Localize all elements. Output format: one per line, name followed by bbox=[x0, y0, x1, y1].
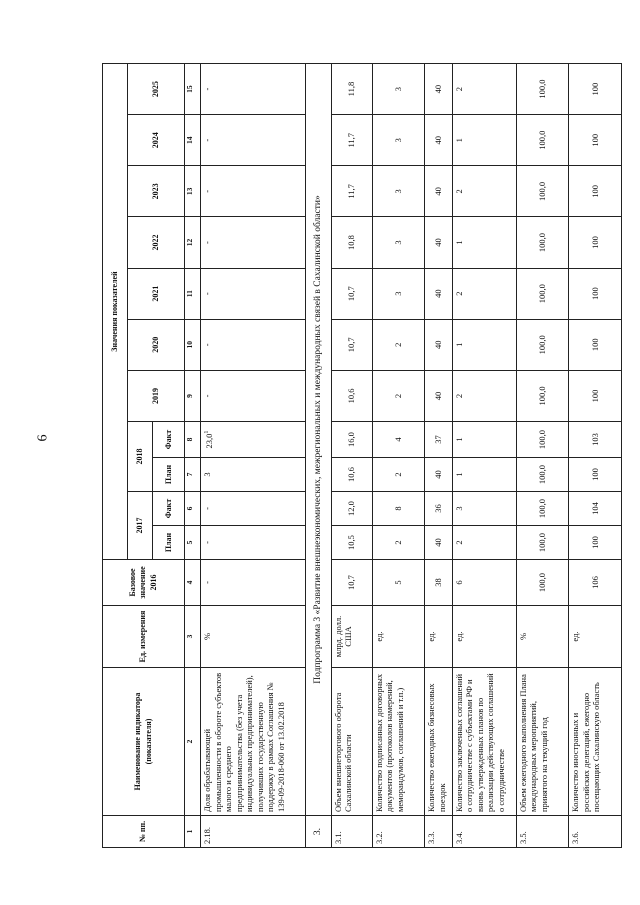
value-2024: 40 bbox=[425, 115, 452, 166]
indicator-name: Количество иностранных и российских делегаций, ежегодно посещающих Сахалинскую область bbox=[569, 668, 622, 816]
value-2022: 40 bbox=[425, 217, 452, 268]
indicator-name: Доля обрабатывающей промышленности в обороте субъектов малого и среднего предпринимательства (без учета индивидуальных предпринимателей), получивших государственную поддержку в рамках Соглашения № 139-09-2018-060 от 13.02.2018 bbox=[201, 668, 306, 816]
indicator-name: Объем ежегодного выполнения Плана международных мероприятий, принятого на текущий год bbox=[516, 668, 569, 816]
value-2019: 2 bbox=[372, 370, 425, 421]
index-cell: 10 bbox=[185, 319, 201, 370]
header-fact-2017: Факт bbox=[153, 492, 185, 526]
value-2025: 11,8 bbox=[331, 64, 372, 115]
table-row bbox=[331, 64, 372, 848]
base-value: 10,7 bbox=[331, 560, 372, 606]
fact-2018: 16,0 bbox=[331, 422, 372, 458]
fact-2017: - bbox=[201, 492, 306, 526]
indicator-name: Количество подписанных договорных документов (протоколов намерений, меморандумов, соглашений и т.п.) bbox=[372, 668, 425, 816]
index-cell: 7 bbox=[185, 458, 201, 492]
plan-2017: 40 bbox=[425, 526, 452, 560]
value-2020: 40 bbox=[425, 319, 452, 370]
value-2025: 100,0 bbox=[516, 64, 569, 115]
fact-2018-value: 23,0 bbox=[204, 433, 215, 449]
value-2023: 40 bbox=[425, 166, 452, 217]
row-number: 3.6. bbox=[569, 816, 622, 848]
header-year-2019: 2019 bbox=[128, 370, 185, 421]
plan-2018: 3 bbox=[201, 458, 306, 492]
value-2020: 100,0 bbox=[516, 319, 569, 370]
footnote-mark: 1 bbox=[204, 430, 211, 434]
header-plan-2018: План bbox=[153, 458, 185, 492]
index-cell: 8 bbox=[185, 422, 201, 458]
plan-2018: 100,0 bbox=[516, 458, 569, 492]
value-2020: 2 bbox=[372, 319, 425, 370]
value-2023: 3 bbox=[372, 166, 425, 217]
header-year-2023: 2023 bbox=[128, 166, 185, 217]
header-year-2021: 2021 bbox=[128, 268, 185, 319]
fact-2017: 8 bbox=[372, 492, 425, 526]
header-2017: 2017 bbox=[128, 492, 153, 560]
value-2020: 100 bbox=[569, 319, 622, 370]
header-year-2024: 2024 bbox=[128, 115, 185, 166]
header-plan-2017: План bbox=[153, 526, 185, 560]
base-value: 100,0 bbox=[516, 560, 569, 606]
fact-2017: 3 bbox=[452, 492, 516, 526]
index-cell: 6 bbox=[185, 492, 201, 526]
base-value: 5 bbox=[372, 560, 425, 606]
value-2025: 3 bbox=[372, 64, 425, 115]
index-cell: 13 bbox=[185, 166, 201, 217]
value-2019: 100 bbox=[569, 370, 622, 421]
header-year-2020: 2020 bbox=[128, 319, 185, 370]
header-name: Наименование индикатора (показателя) bbox=[103, 668, 185, 816]
value-2021: 3 bbox=[372, 268, 425, 319]
value-2022: 100,0 bbox=[516, 217, 569, 268]
value-2023: - bbox=[201, 166, 306, 217]
indicator-name: Объем внешнеторгового оборота Сахалинской области bbox=[331, 668, 372, 816]
table-row bbox=[516, 64, 569, 848]
index-cell: 2 bbox=[185, 668, 201, 816]
plan-2018: 40 bbox=[425, 458, 452, 492]
header-year-2025: 2025 bbox=[128, 64, 185, 115]
row-number: 3.3. bbox=[425, 816, 452, 848]
value-2025: 100 bbox=[569, 64, 622, 115]
value-2022: 10,8 bbox=[331, 217, 372, 268]
header-fact-2018: Факт bbox=[153, 422, 185, 458]
value-2020: 1 bbox=[452, 319, 516, 370]
value-2021: 100 bbox=[569, 268, 622, 319]
unit: % bbox=[516, 606, 569, 668]
fact-2017: 36 bbox=[425, 492, 452, 526]
fact-2018: 4 bbox=[372, 422, 425, 458]
plan-2018: 2 bbox=[372, 458, 425, 492]
header-unit: Ед. измерения bbox=[103, 606, 185, 668]
value-2019: 10,6 bbox=[331, 370, 372, 421]
unit: млрд. долл. США bbox=[331, 606, 372, 668]
index-cell: 3 bbox=[185, 606, 201, 668]
subprogram-number: 3. bbox=[306, 816, 331, 848]
base-value: 6 bbox=[452, 560, 516, 606]
base-value: 106 bbox=[569, 560, 622, 606]
header-2018: 2018 bbox=[128, 422, 153, 492]
index-cell: 5 bbox=[185, 526, 201, 560]
value-2025: 40 bbox=[425, 64, 452, 115]
value-2022: - bbox=[201, 217, 306, 268]
value-2021: - bbox=[201, 268, 306, 319]
value-2025: - bbox=[201, 64, 306, 115]
fact-2017: 100,0 bbox=[516, 492, 569, 526]
plan-2017: 2 bbox=[372, 526, 425, 560]
index-cell: 9 bbox=[185, 370, 201, 421]
value-2020: - bbox=[201, 319, 306, 370]
value-2021: 10,7 bbox=[331, 268, 372, 319]
fact-2018: 1 bbox=[452, 422, 516, 458]
plan-2017: 100,0 bbox=[516, 526, 569, 560]
unit: ед. bbox=[452, 606, 516, 668]
page-number: 6 bbox=[35, 434, 51, 442]
index-cell: 15 bbox=[185, 64, 201, 115]
index-cell: 12 bbox=[185, 217, 201, 268]
value-2023: 2 bbox=[452, 166, 516, 217]
header-base: Базовое значение 2016 bbox=[103, 560, 185, 606]
value-2024: 3 bbox=[372, 115, 425, 166]
value-2021: 2 bbox=[452, 268, 516, 319]
fact-2017: 104 bbox=[569, 492, 622, 526]
value-2023: 100,0 bbox=[516, 166, 569, 217]
value-2025: 2 bbox=[452, 64, 516, 115]
value-2019: 40 bbox=[425, 370, 452, 421]
plan-2017: 10,5 bbox=[331, 526, 372, 560]
unit: ед. bbox=[372, 606, 425, 668]
fact-2018: 37 bbox=[425, 422, 452, 458]
value-2022: 3 bbox=[372, 217, 425, 268]
table-row bbox=[425, 64, 452, 848]
value-2024: 11,7 bbox=[331, 115, 372, 166]
indicator-table bbox=[102, 63, 622, 848]
indicator-name: Количество заключенных соглашений о сотрудничестве с субъектами РФ и вновь утвержденных планов по реализации действующих соглашений о сотрудничестве bbox=[452, 668, 516, 816]
plan-2017: 2 bbox=[452, 526, 516, 560]
value-2021: 100,0 bbox=[516, 268, 569, 319]
base-value: - bbox=[201, 560, 306, 606]
value-2024: 1 bbox=[452, 115, 516, 166]
row-number: 3.1. bbox=[331, 816, 372, 848]
row-number: 3.5. bbox=[516, 816, 569, 848]
value-2021: 40 bbox=[425, 268, 452, 319]
subprogram-title: Подпрограмма 3 «Развитие внешнеэкономических, межрегиональных и международных связей в Сахалинской области» bbox=[306, 64, 331, 816]
subprogram-row bbox=[306, 64, 331, 848]
fact-2018: 103 bbox=[569, 422, 622, 458]
plan-2017: - bbox=[201, 526, 306, 560]
value-2024: 100 bbox=[569, 115, 622, 166]
value-2022: 1 bbox=[452, 217, 516, 268]
value-2024: - bbox=[201, 115, 306, 166]
unit: % bbox=[201, 606, 306, 668]
row-number: 3.2. bbox=[372, 816, 425, 848]
plan-2018: 1 bbox=[452, 458, 516, 492]
value-2020: 10,7 bbox=[331, 319, 372, 370]
table-row bbox=[452, 64, 516, 848]
fact-2017: 12,0 bbox=[331, 492, 372, 526]
base-value: 38 bbox=[425, 560, 452, 606]
unit: ед. bbox=[425, 606, 452, 668]
column-index-row bbox=[185, 64, 201, 848]
plan-2018: 10,6 bbox=[331, 458, 372, 492]
plan-2018: 100 bbox=[569, 458, 622, 492]
header-no: № пп. bbox=[103, 816, 185, 848]
row-number: 3.4. bbox=[452, 816, 516, 848]
index-cell: 11 bbox=[185, 268, 201, 319]
value-2024: 100,0 bbox=[516, 115, 569, 166]
index-cell: 1 bbox=[185, 816, 201, 848]
value-2019: - bbox=[201, 370, 306, 421]
header-year-2022: 2022 bbox=[128, 217, 185, 268]
fact-2018: 100,0 bbox=[516, 422, 569, 458]
table-row bbox=[201, 64, 306, 848]
index-cell: 4 bbox=[185, 560, 201, 606]
value-2019: 100,0 bbox=[516, 370, 569, 421]
fact-2018 bbox=[201, 422, 306, 458]
table-row bbox=[569, 64, 622, 848]
value-2022: 100 bbox=[569, 217, 622, 268]
indicator-table-rotated bbox=[102, 63, 622, 848]
value-2019: 2 bbox=[452, 370, 516, 421]
row-number: 2.18. bbox=[201, 816, 306, 848]
table-row bbox=[372, 64, 425, 848]
value-2023: 100 bbox=[569, 166, 622, 217]
index-cell: 14 bbox=[185, 115, 201, 166]
header-values-title: Значения показателей bbox=[103, 64, 128, 560]
value-2023: 11,7 bbox=[331, 166, 372, 217]
unit: ед. bbox=[569, 606, 622, 668]
plan-2017: 100 bbox=[569, 526, 622, 560]
indicator-name: Количество ежегодных бизнесовых поездок bbox=[425, 668, 452, 816]
